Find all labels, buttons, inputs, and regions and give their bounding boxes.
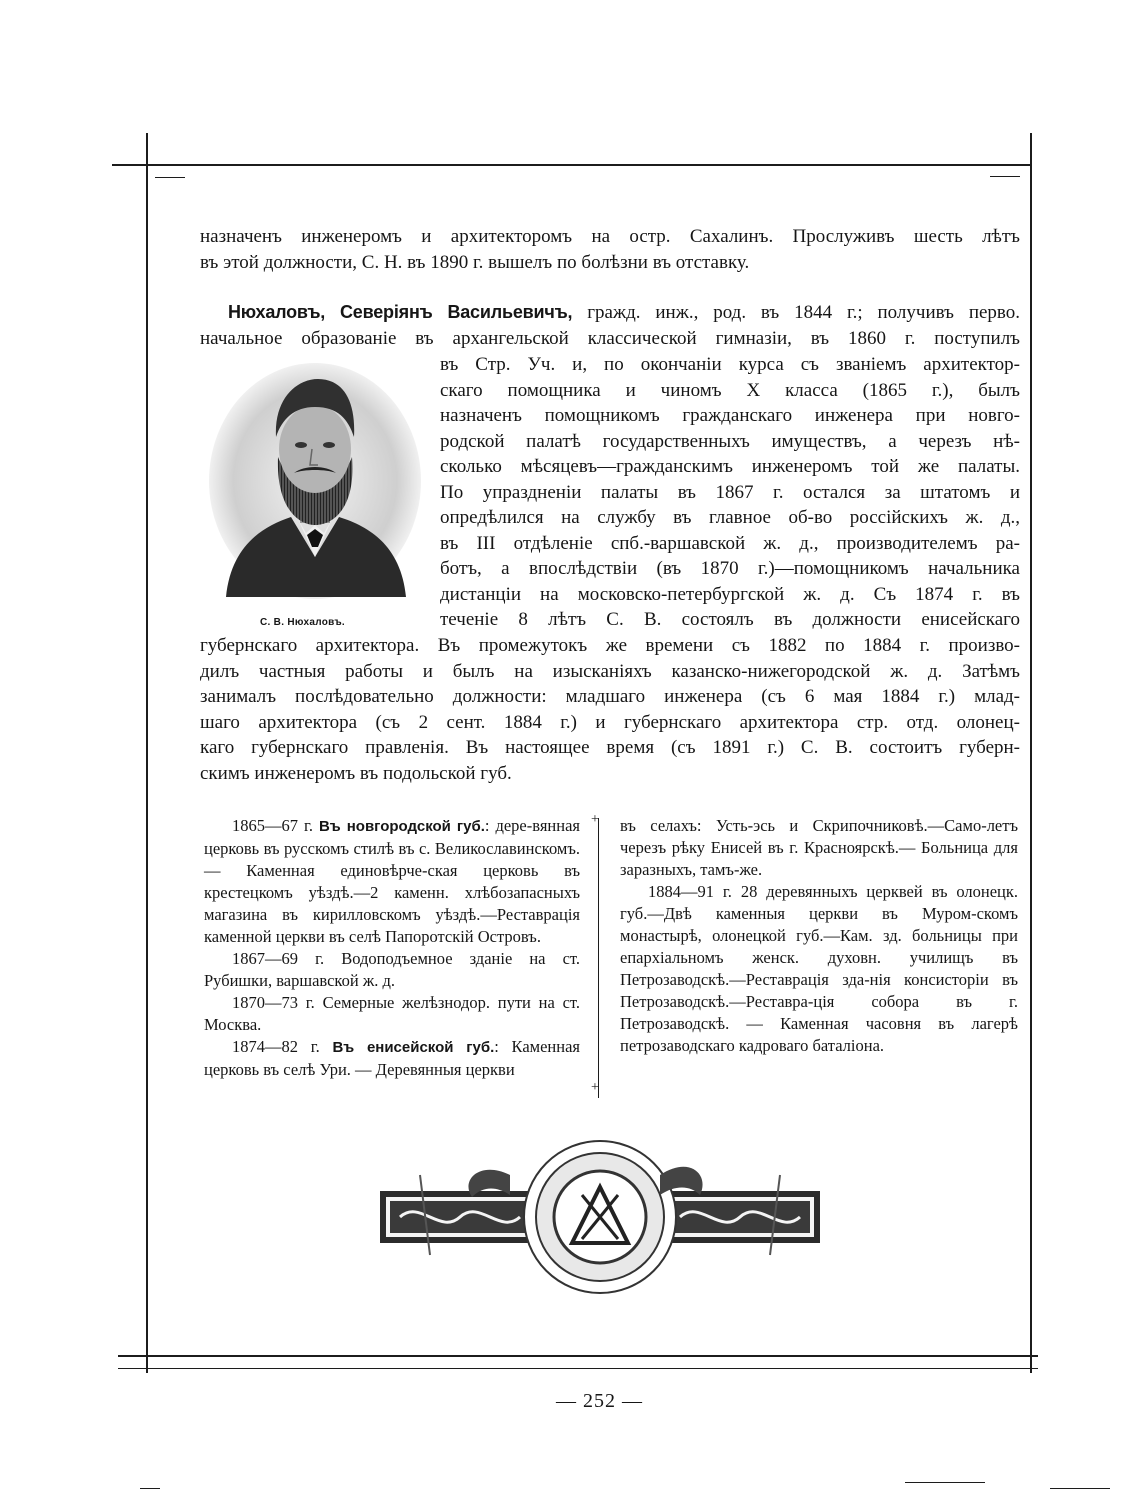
entry-name-tail: гражд. инж., род. въ 1844 г.; получивъ перво. [587, 302, 1021, 323]
column-divider [598, 818, 599, 1098]
portrait-image [206, 357, 424, 605]
wrap-line: родской палатѣ государственныхъ имуществъ, а черезъ нѣ- [440, 430, 1020, 452]
margin-mark [905, 1482, 985, 1483]
work-item: въ селахъ: Усть-эсь и Скрипочниковѣ.—Само-летъ черезъ рѣку Енисей въ г. Красноярскѣ.— Больница для заразныхъ, тамъ-же. [620, 816, 1018, 879]
work-item: 1870—73 г. Семерные желѣзнодор. пути на ст. Москва. [204, 993, 580, 1034]
portrait-caption: С. В. Нюхаловъ. [260, 617, 345, 628]
work-item: 1874—82 г. Въ енисейской губ.: Каменная церковь въ селѣ Ури. — Деревянныя церкви [204, 1037, 580, 1079]
column-divider-mark-top: + [591, 812, 599, 827]
entry-wrap-column [440, 352, 1020, 633]
wrap-line: теченіе 8 лѣтъ С. В. состоялъ въ должности енисейскаго [440, 609, 1020, 630]
full-line: занималъ послѣдовательно должности: младшаго инженера (съ 6 мая 1884 г.) млад- [200, 686, 1020, 707]
works-right-column [620, 815, 1018, 1057]
full-line: губернскаго архитектора. Въ промежутокъ же времени съ 1882 по 1884 г. произво- [200, 635, 1020, 656]
portrait-figure [206, 357, 424, 605]
entry-heading-line [228, 300, 1020, 326]
wrap-line: По упраздненіи палаты въ 1867 г. остался за штатомъ и [440, 481, 1020, 503]
ornament-image [360, 1135, 840, 1295]
entry-line-2 [200, 326, 1020, 352]
wrap-line: ботъ, а впослѣдствіи (въ 1870 г.)—помощникомъ начальника [440, 558, 1020, 579]
frame-bottom-rule [118, 1355, 1038, 1357]
intro-paragraph [200, 224, 1020, 275]
full-line: каго губернскаго правленія. Въ настоящее время (съ 1891 г.) С. В. состоитъ губерн- [200, 737, 1020, 758]
intro-line-2: въ этой должности, С. Н. въ 1890 г. вышелъ по болѣзни въ отставку. [200, 251, 750, 273]
full-line: скимъ инженеромъ въ подольской губ. [200, 762, 512, 784]
frame-top-rule [112, 164, 1032, 166]
work-item: 1865—67 г. Въ новгородской губ.: дере-вянная церковь въ русскомъ стилѣ въ с. Великославинскомъ. — Каменная единовѣрче-ская церковь въ крестецкомъ уѣздѣ.—2 каменн. хлѣбозапасныхъ магазина въ кирилловскомъ уѣздѣ.—Реставрація каменной церкви въ селѣ Папоротскій Островъ. [204, 816, 580, 946]
wrap-line: въ III отдѣленіе спб.-варшавской ж. д., производителемъ ра- [440, 532, 1020, 554]
ornament-vignette [360, 1135, 840, 1295]
frame-left-rule [146, 133, 148, 1373]
frame-bottom-rule-2 [118, 1368, 1038, 1369]
work-item: 1884—91 г. 28 деревянныхъ церквей въ олонецк. губ.—Двѣ каменныя церкви въ Муром-скомъ монастырѣ, олонецкой губ.—Кам. зд. больницы при епархіальномъ женск. духовн. училищъ въ Петрозаводскѣ.—Реставрація зда-нія консисторіи въ Петрозаводскѣ.—Реставра-ція собора въ г. Петрозаводскѣ. — Каменная часовня въ лагерѣ петрозаводскаго кадроваго баталіона. [620, 882, 1018, 1055]
work-item: 1867—69 г. Водоподъемное зданіе на ст. Рубишки, варшавской ж. д. [204, 949, 580, 990]
wrap-line: въ Стр. Уч. и, по окончаніи курса съ званіемъ архитектор- [440, 354, 1020, 375]
column-divider-mark-bottom: + [591, 1080, 599, 1095]
frame-right-rule [1030, 133, 1032, 1373]
wrap-line: дистанціи на московско-петербургской ж. д. Съ 1874 г. въ [440, 583, 1020, 605]
frame-top-rule-short-right [990, 176, 1020, 177]
works-left-column [204, 815, 580, 1081]
entry-full-lines [200, 633, 1020, 786]
wrap-line: сколько мѣсяцевъ—гражданскимъ инженеромъ той же палаты. [440, 456, 1020, 477]
wrap-line: скаго помощника и чиномъ X класса (1865 г.), былъ [440, 379, 1020, 401]
intro-line-1: назначенъ инженеромъ и архитекторомъ на остр. Сахалинъ. Прослуживъ шесть лѣтъ [200, 226, 1020, 247]
entry-line-2-text: начальное образованіе въ архангельской классической гимназіи, въ 1860 г. поступилъ [200, 328, 1020, 349]
frame-top-rule-short [155, 177, 185, 178]
wrap-line: назначенъ помощникомъ гражданскаго инженера при новго- [440, 405, 1020, 426]
margin-mark [140, 1488, 160, 1489]
full-line: дилъ частныя работы и былъ на изысканіяхъ казанско-нижегородской ж. д. Затѣмъ [200, 660, 1020, 682]
entry-name: Нюхаловъ, Северіянъ Васильевичъ, [228, 302, 573, 322]
page-number: — 252 — [556, 1390, 643, 1412]
margin-mark [1050, 1488, 1110, 1489]
wrap-line: опредѣлился на службу въ главное об-во россійскихъ ж. д., [440, 507, 1020, 528]
full-line: шаго архитектора (съ 2 сент. 1884 г.) и губернскаго архитектора стр. отд. олонец- [200, 711, 1020, 733]
